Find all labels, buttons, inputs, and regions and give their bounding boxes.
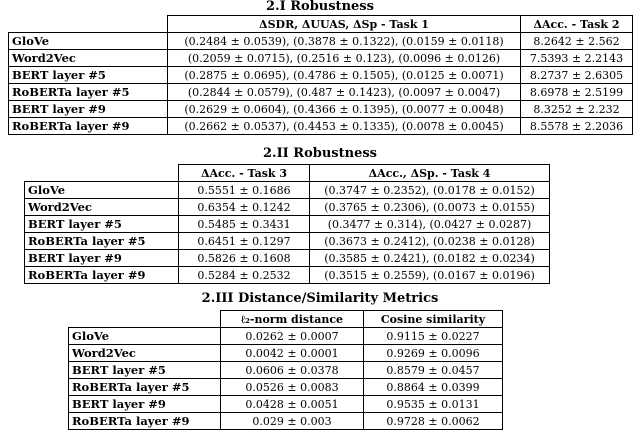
table-cell: 0.0606 ± 0.0378 (221, 362, 364, 379)
table-cell: (0.3585 ± 0.2421), (0.0182 ± 0.0234) (310, 250, 550, 267)
table-cell: 0.029 ± 0.003 (221, 413, 364, 430)
table-row (25, 199, 550, 216)
table-cell: 8.6978 ± 2.5199 (521, 84, 633, 101)
table-cell: 0.5826 ± 0.1608 (179, 250, 310, 267)
table-row (25, 216, 550, 233)
table-cell: 0.5551 ± 0.1686 (179, 182, 310, 199)
row-label: GloVe (69, 328, 221, 345)
table-row (69, 328, 503, 345)
robustness-table-2 (24, 164, 550, 284)
header-cell: ΔSDR, ΔUUAS, ΔSp - Task 1 (168, 16, 521, 33)
table-cell: 7.5393 ± 2.2143 (521, 50, 633, 67)
row-label: BERT layer #5 (69, 362, 221, 379)
header-cell (69, 311, 221, 328)
row-label: GloVe (25, 182, 179, 199)
table-header-row (9, 16, 633, 33)
table-cell: (0.3515 ± 0.2559), (0.0167 ± 0.0196) (310, 267, 550, 284)
table-cell: 0.9535 ± 0.0131 (364, 396, 503, 413)
table-cell: 0.8579 ± 0.0457 (364, 362, 503, 379)
table-cell: (0.3747 ± 0.2352), (0.0178 ± 0.0152) (310, 182, 550, 199)
table-row (69, 362, 503, 379)
table-cell: (0.2629 ± 0.0604), (0.4366 ± 0.1395), (0.0077 ± 0.0048) (168, 101, 521, 118)
section2-title: 2.II Robustness (263, 146, 377, 161)
table-cell: (0.3765 ± 0.2306), (0.0073 ± 0.0155) (310, 199, 550, 216)
row-label: RoBERTa layer #5 (69, 379, 221, 396)
table-row (9, 33, 633, 50)
row-label: Word2Vec (9, 50, 168, 67)
table-cell: 0.5485 ± 0.3431 (179, 216, 310, 233)
table-cell: 0.5284 ± 0.2532 (179, 267, 310, 284)
row-label: RoBERTa layer #9 (25, 267, 179, 284)
table-cell: (0.2059 ± 0.0715), (0.2516 ± 0.123), (0.0096 ± 0.0126) (168, 50, 521, 67)
header-cell (25, 165, 179, 182)
table-cell: 8.2737 ± 2.6305 (521, 67, 633, 84)
row-label: Word2Vec (25, 199, 179, 216)
table-row (25, 250, 550, 267)
table-cell: 0.9115 ± 0.0227 (364, 328, 503, 345)
table-row (69, 396, 503, 413)
row-label: BERT layer #5 (25, 216, 179, 233)
table-cell: 0.0428 ± 0.0051 (221, 396, 364, 413)
table-cell: (0.3477 ± 0.314), (0.0427 ± 0.0287) (310, 216, 550, 233)
section3-title: 2.III Distance/Similarity Metrics (201, 291, 439, 306)
row-label: RoBERTa layer #5 (9, 84, 168, 101)
table-cell: (0.2875 ± 0.0695), (0.4786 ± 0.1505), (0.0125 ± 0.0071) (168, 67, 521, 84)
table-row (69, 379, 503, 396)
table-cell: (0.2484 ± 0.0539), (0.3878 ± 0.1322), (0.0159 ± 0.0118) (168, 33, 521, 50)
row-label: RoBERTa layer #5 (25, 233, 179, 250)
distance-similarity-table (68, 310, 503, 430)
table-cell: 0.6354 ± 0.1242 (179, 199, 310, 216)
header-cell (9, 16, 168, 33)
section1-title: 2.I Robustness (266, 0, 374, 14)
row-label: Word2Vec (69, 345, 221, 362)
table-row (9, 101, 633, 118)
robustness-table-1 (8, 15, 633, 135)
table-cell: 0.0262 ± 0.0007 (221, 328, 364, 345)
table-row (9, 50, 633, 67)
table-cell: (0.3673 ± 0.2412), (0.0238 ± 0.0128) (310, 233, 550, 250)
table-cell: 0.0042 ± 0.0001 (221, 345, 364, 362)
row-label: BERT layer #9 (69, 396, 221, 413)
table-cell: (0.2844 ± 0.0579), (0.487 ± 0.1423), (0.0097 ± 0.0047) (168, 84, 521, 101)
table-cell: 8.2642 ± 2.562 (521, 33, 633, 50)
row-label: GloVe (9, 33, 168, 50)
row-label: RoBERTa layer #9 (9, 118, 168, 135)
table-row (25, 267, 550, 284)
table-cell: 0.9269 ± 0.0096 (364, 345, 503, 362)
table-cell: 0.9728 ± 0.0062 (364, 413, 503, 430)
row-label: RoBERTa layer #9 (69, 413, 221, 430)
header-cell: Cosine similarity (364, 311, 503, 328)
table-row (9, 118, 633, 135)
row-label: BERT layer #5 (9, 67, 168, 84)
table-cell: 8.3252 ± 2.232 (521, 101, 633, 118)
table-cell: 8.5578 ± 2.2036 (521, 118, 633, 135)
table-row (25, 233, 550, 250)
header-cell: ℓ₂-norm distance (221, 311, 364, 328)
header-cell: ΔAcc. - Task 2 (521, 16, 633, 33)
table-cell: 0.8864 ± 0.0399 (364, 379, 503, 396)
table-row (9, 84, 633, 101)
header-cell: ΔAcc. - Task 3 (179, 165, 310, 182)
row-label: BERT layer #9 (25, 250, 179, 267)
header-cell: ΔAcc., ΔSp. - Task 4 (310, 165, 550, 182)
table-cell: 0.0526 ± 0.0083 (221, 379, 364, 396)
table-header-row (69, 311, 503, 328)
row-label: BERT layer #9 (9, 101, 168, 118)
table-header-row (25, 165, 550, 182)
table-row (9, 67, 633, 84)
table-cell: (0.2662 ± 0.0537), (0.4453 ± 0.1335), (0.0078 ± 0.0045) (168, 118, 521, 135)
table-cell: 0.6451 ± 0.1297 (179, 233, 310, 250)
table-row (69, 345, 503, 362)
table-row (25, 182, 550, 199)
